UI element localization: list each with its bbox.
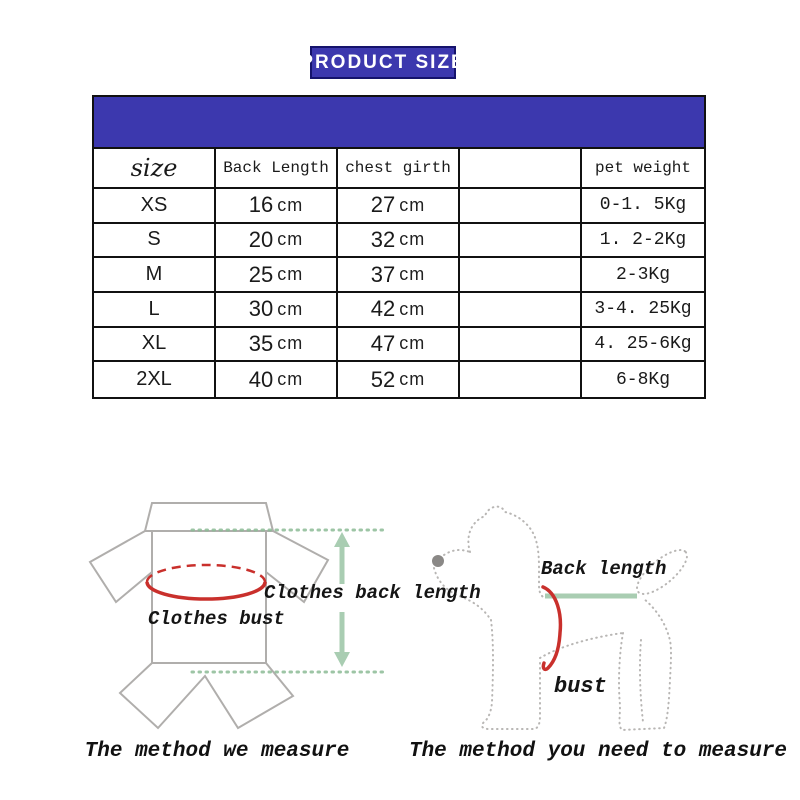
- table-row-pet-weight: 1. 2-2Kg: [582, 224, 704, 259]
- bust-ellipse-solid-bottom: [147, 582, 265, 599]
- size-table: [92, 95, 706, 399]
- clothes-back-length-label: Clothes back length: [264, 582, 481, 604]
- column-header-back-length: Back Length: [216, 149, 338, 189]
- dog-belly: [540, 633, 623, 658]
- dog-nose: [432, 555, 444, 567]
- table-row-chest-girth: 52 cm: [338, 362, 460, 397]
- table-row-size: S: [94, 224, 216, 259]
- table-row-pet-weight: 6-8Kg: [615, 369, 670, 390]
- table-row-back-length: 30 cm: [216, 293, 338, 328]
- table-row-blank: [460, 362, 582, 397]
- table-row-size: XL: [94, 328, 216, 363]
- column-header-chest-girth: chest girth: [338, 149, 460, 189]
- table-row-chest-girth: 47 cm: [338, 328, 460, 363]
- table-header-bar: [94, 97, 704, 149]
- unit-cm: cm: [277, 298, 304, 319]
- clothes-left-sleeve: [90, 531, 152, 602]
- dog-snout: [444, 550, 470, 555]
- table-grid: [94, 149, 704, 397]
- bust-arc: [543, 587, 560, 669]
- column-header-blank: [460, 149, 582, 189]
- table-row-size: 2XL: [94, 362, 216, 397]
- table-row-size: M: [94, 258, 216, 293]
- unit-cm: cm: [399, 369, 426, 390]
- column-header-size: size: [94, 149, 216, 189]
- unit-cm: cm: [399, 333, 426, 354]
- dog-bust-label: bust: [554, 674, 607, 699]
- caption-method-you-measure: The method you need to measure: [408, 740, 788, 763]
- unit-cm: cm: [277, 333, 304, 354]
- dog-hind-leg-inner: [640, 640, 643, 722]
- table-row-blank: [460, 224, 582, 259]
- unit-cm: cm: [277, 194, 304, 215]
- table-row-pet-weight: 4. 25-6Kg: [582, 328, 704, 363]
- unit-cm: cm: [277, 229, 304, 250]
- table-row-chest-girth: 27 cm: [338, 189, 460, 224]
- page-title: [300, 46, 466, 79]
- table-row-back-length: 35 cm: [216, 328, 338, 363]
- dog-diagram: [415, 490, 735, 740]
- dog-back-length-label: Back length: [541, 558, 667, 580]
- table-row-pet-weight: 0-1. 5Kg: [582, 189, 704, 224]
- dog-hind-leg: [619, 599, 671, 730]
- clothes-bust-label: Clothes bust: [148, 608, 285, 630]
- column-header-pet-weight: pet weight: [582, 149, 704, 189]
- table-row-back-length: 20 cm: [216, 224, 338, 259]
- table-row-chest-girth: 42 cm: [338, 293, 460, 328]
- table-row-chest-girth: 37 cm: [338, 258, 460, 293]
- unit-cm: cm: [277, 369, 304, 390]
- unit-cm: cm: [399, 229, 426, 250]
- clothes-bust-ellipse: [147, 565, 265, 599]
- table-row-blank: [460, 293, 582, 328]
- table-row-back-length: 25 cm: [216, 258, 338, 293]
- arrow-down-icon: [334, 652, 350, 667]
- table-row-blank: [460, 328, 582, 363]
- table-row-blank: [460, 258, 582, 293]
- table-row-back-length: 40 cm: [216, 362, 338, 397]
- bust-ellipse-dashed-top: [147, 565, 265, 582]
- table-row-pet-weight: 3-4. 25Kg: [582, 293, 704, 328]
- table-row-blank: [460, 189, 582, 224]
- caption-method-we-measure: The method we measure: [84, 740, 350, 763]
- dog-front-leg: [482, 620, 540, 729]
- table-row-pet-weight: 2-3Kg: [582, 258, 704, 293]
- unit-cm: cm: [277, 264, 304, 285]
- unit-cm: cm: [399, 298, 426, 319]
- table-row-chest-girth: 32 cm: [338, 224, 460, 259]
- clothes-collar: [145, 503, 273, 531]
- arrow-up-icon: [334, 532, 350, 547]
- table-row-size: L: [94, 293, 216, 328]
- unit-cm: cm: [399, 264, 426, 285]
- page-title-text: PRODUCT SIZE: [300, 51, 466, 73]
- table-row-back-length: 16 cm: [216, 189, 338, 224]
- table-row-size: XS: [94, 189, 216, 224]
- unit-cm: cm: [399, 194, 426, 215]
